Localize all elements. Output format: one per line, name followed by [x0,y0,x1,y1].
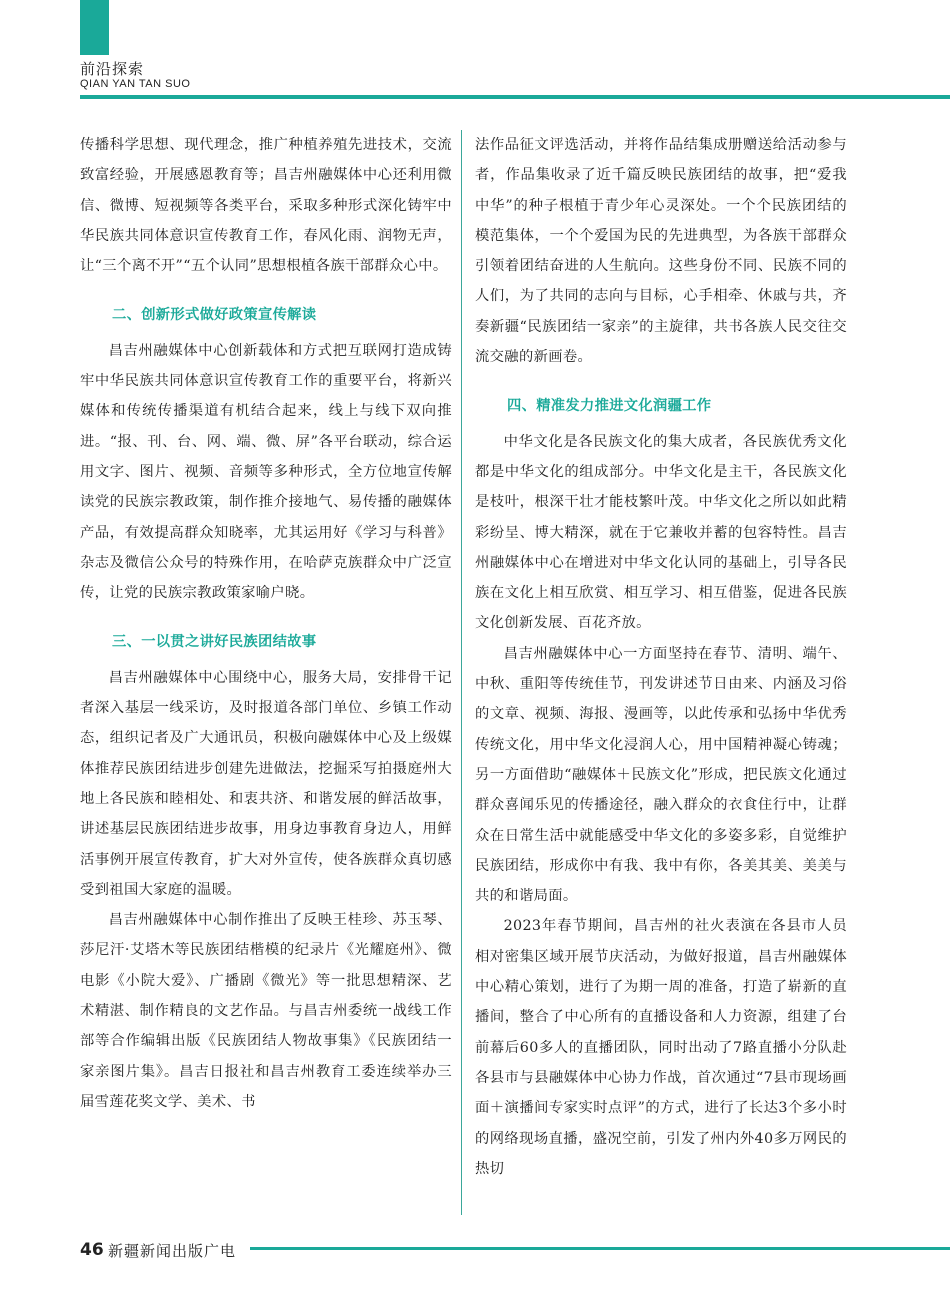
section-title-pinyin: QIAN YAN TAN SUO [80,78,191,90]
paragraph: 昌吉州融媒体中心制作推出了反映王桂珍、苏玉琴、莎尼汗·艾塔木等民族团结楷模的纪录片《光耀庭州》、微电影《小院大爱》、广播剧《微光》等一批思想精深、艺术精湛、制作精良的文艺作品。与昌吉州委统一战线工作部等合作编辑出版《民族团结人物故事集》《民族团结一家亲图片集》。昌吉日报社和昌吉州教育工委连续举办三届雪莲花奖文学、美术、书 [80,912,452,1110]
header-color-tab [80,0,109,55]
paragraph: 昌吉州融媒体中心围绕中心，服务大局，安排骨干记者深入基层一线采访，及时报道各部门单位、乡镇工作动态，组织记者及广大通讯员，积极向融媒体中心及上级媒体推荐民族团结进步创建先进做法，挖掘采写拍摄庭州大地上各民族和睦相处、和衷共济、和谐发展的鲜活故事，讲述基层民族团结进步故事，用身边事教育身边人，用鲜活事例开展宣传教育，扩大对外宣传，使各族群众真切感受到祖国大家庭的温暖。 [80,669,452,898]
column-divider [461,130,462,1215]
paragraph: 2023年春节期间，昌吉州的社火表演在各县市人员相对密集区域开展节庆活动，为做好报道，昌吉州融媒体中心精心策划，进行了为期一周的准备，打造了崭新的直播间，整合了中心所有的直播设备和人力资源，组建了台前幕后60多人的直播团队，同时出动了7路直播小分队赴各县市与县融媒体中心协力作战，首次通过“7县市现场画面＋演播间专家实时点评”的方式，进行了长达3个多小时的网络现场直播，盛况空前，引发了州内外40多万网民的热切 [475,918,847,1177]
right-column [475,130,847,1184]
paragraph: 昌吉州融媒体中心创新载体和方式把互联网打造成铸牢中华民族共同体意识宣传教育工作的重要平台，将新兴媒体和传统传播渠道有机结合起来，线上与线下双向推进。“报、刊、台、网、端、微、屏”各平台联动，综合运用文字、图片、视频、音频等多种形式，全方位地宣传解读党的民族宗教政策，制作推介接地气、易传播的融媒体产品，有效提高群众知晓率，尤其运用好《学习与科普》杂志及微信公众号的特殊作用，在哈萨克族群众中广泛宣传，让党的民族宗教政策家喻户晓。 [80,342,452,602]
paragraph: 昌吉州融媒体中心一方面坚持在春节、清明、端午、中秋、重阳等传统佳节，刊发讲述节日由来、内涵及习俗的文章、视频、海报、漫画等，以此传承和弘扬中华优秀传统文化，用中华文化浸润人心，用中国精神凝心铸魂；另一方面借助“融媒体＋民族文化”形成，把民族文化通过群众喜闻乐见的传播途径，融入群众的衣食住行中，让群众在日常生活中就能感受中华文化的多姿多彩，自觉维护民族团结，形成你中有我、我中有你，各美其美、美美与共的和谐局面。 [475,645,847,905]
left-column [80,130,452,1117]
paragraph: 传播科学思想、现代理念，推广种植养殖先进技术，交流致富经验，开展感恩教育等；昌吉州融媒体中心还利用微信、微博、短视频等各类平台，采取多种形式深化铸牢中华民族共同体意识宣传教育工作，春风化雨、润物无声，让“三个离不开”“五个认同”思想根植各族干部群众心中。 [80,137,452,275]
footer-rule [250,1247,950,1250]
paragraph: 法作品征文评选活动，并将作品结集成册赠送给活动参与者，作品集收录了近千篇反映民族团结的故事，把“爱我中华”的种子根植于青少年心灵深处。一个个民族团结的模范集体，一个个爱国为民的先进典型，为各族干部群众引领着团结奋进的人生航向。这些身份不同、民族不同的人们，为了共同的志向与目标，心手相牵、休戚与共，齐奏新疆“民族团结一家亲”的主旋律，共书各族人民交往交流交融的新画卷。 [475,137,847,366]
section-heading: 四、精准发力推进文化润疆工作 [507,398,712,415]
section-heading: 三、一以贯之讲好民族团结故事 [112,634,317,651]
paragraph: 中华文化是各民族文化的集大成者，各民族优秀文化都是中华文化的组成部分。中华文化是主干，各民族文化是枝叶，根深干壮才能枝繁叶茂。中华文化之所以如此精彩纷呈、博大精深，就在于它兼收并蓄的包容特性。昌吉州融媒体中心在增进对中华文化认同的基础上，引导各民族在文化上相互欣赏、相互学习、相互借鉴，促进各民族文化创新发展、百花齐放。 [475,433,847,632]
page-number: 46 [80,1240,104,1260]
header-rule [80,95,950,99]
section-title: 前沿探索 [80,60,145,78]
section-heading: 二、创新形式做好政策宣传解读 [112,307,317,324]
magazine-title: 新疆新闻出版广电 [108,1242,237,1260]
